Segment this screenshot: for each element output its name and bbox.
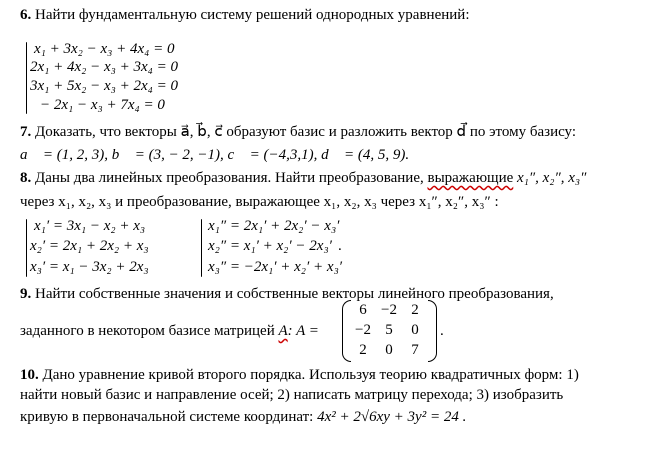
task9-matrix-label: A (278, 323, 288, 339)
task9-matrix (342, 300, 438, 360)
matrix-cell-0-0: 6 (359, 302, 367, 318)
matrix-cell-2-2: 7 (411, 342, 419, 358)
matrix-cell-0-1: −2 (381, 302, 397, 318)
task8-text-b: выражающие (427, 170, 514, 186)
task8-number: 8. (20, 170, 32, 186)
task6-eq1: x₁ + 3x₂ − x₃ + 4x₄ = 0 (34, 41, 175, 57)
task7-number: 7. (20, 124, 32, 140)
task9-matrix-eq: : A = (287, 323, 319, 339)
task10-line3-text: кривую в первоначальной системе координат: (20, 409, 314, 425)
task9-heading (20, 285, 554, 303)
task6-eq4: − 2x₁ − x₃ + 7x₄ = 0 (40, 97, 165, 113)
task8-text-a: Даны два линейных преобразования. Найти преобразование, (35, 170, 424, 186)
task10-number: 10. (20, 367, 39, 383)
task10-line2: найти новый базис и направление осей; 2) написать матрицу перехода; 3) изобразить (20, 387, 564, 403)
task8-heading (20, 169, 586, 187)
task6-eq2: 2x₁ + 4x₂ − x₃ + 3x₄ = 0 (30, 59, 178, 75)
task8-sys2-eq2: x₂″ = x₁′ + x₂′ − 2x₃′ (208, 238, 332, 254)
task9-number: 9. (20, 286, 32, 302)
task10-line1: Дано уравнение кривой второго порядка. Используя теорию квадратичных форм: 1) (42, 367, 579, 383)
task10-line3 (20, 408, 466, 426)
matrix-cell-1-0: −2 (355, 322, 371, 338)
task7-vectors: a⃗ = (1, 2, 3), b⃗ = (3, − 2, −1), c⃗ = (−4,3,1), d⃗ = (4, 5, 9). (20, 147, 410, 163)
task8-sys2-end: . (338, 238, 342, 254)
task8-text-c: x₁″, x₂″, x₃″ (517, 170, 587, 186)
task8-brace1 (26, 219, 27, 277)
matrix-cell-2-1: 0 (385, 342, 393, 358)
matrix-cell-1-1: 5 (385, 322, 393, 338)
task6-heading (20, 6, 469, 24)
task6-text: Найти фундаментальную систему решений однородных уравнений: (35, 7, 470, 23)
task8-sys2-eq1: x₁″ = 2x₁′ + 2x₂′ − x₃′ (208, 218, 340, 234)
task9-line2 (20, 322, 319, 340)
matrix-right-paren (428, 300, 437, 362)
task9-text: Найти собственные значения и собственные векторы линейного преобразования, (35, 286, 554, 302)
task9-line2-text: заданного в некотором базисе матрицей (20, 323, 275, 339)
task6-number: 6. (20, 7, 32, 23)
task7-text: Доказать, что векторы a⃗, b⃗, c⃗ образуют базис и разложить вектор d⃗ по этому базису: (35, 124, 577, 140)
task10-equation: 4x² + 2√6xy + 3y² = 24 . (317, 409, 467, 425)
task8-sys1-eq1: x₁′ = 3x₁ − x₂ + x₃ (34, 218, 146, 234)
task7-heading (20, 123, 576, 141)
task6-eq3: 3x₁ + 5x₂ − x₃ + 2x₄ = 0 (30, 78, 178, 94)
matrix-cell-1-2: 0 (411, 322, 419, 338)
task8-line2: через x₁, x₂, x₃ и преобразование, выражающее x₁, x₂, x₃ через x₁″, x₂″, x₃″ : (20, 194, 499, 210)
task8-sys2-eq3: x₃″ = −2x₁′ + x₂′ + x₃′ (208, 259, 343, 275)
matrix-left-paren (342, 300, 351, 362)
task8-sys1-eq3: x₃′ = x₁ − 3x₂ + 2x₃ (30, 259, 149, 275)
task10-heading (20, 366, 579, 384)
matrix-cell-0-2: 2 (411, 302, 419, 318)
task6-brace (26, 42, 27, 114)
task9-end: . (440, 323, 444, 339)
matrix-cell-2-0: 2 (359, 342, 367, 358)
task8-brace2 (201, 219, 202, 277)
task8-sys1-eq2: x₂′ = 2x₁ + 2x₂ + x₃ (30, 238, 149, 254)
